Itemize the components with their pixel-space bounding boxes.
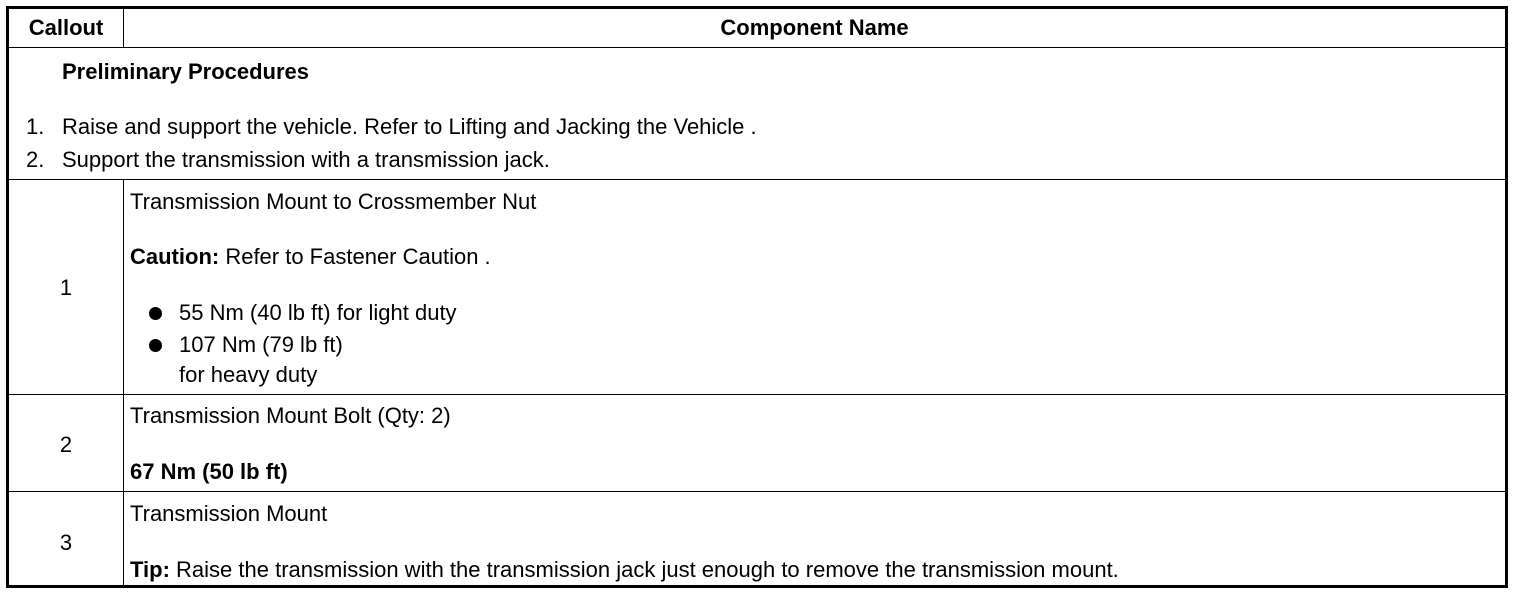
caution-label: Caution: [130, 244, 220, 269]
row-1-torque-heavy: 107 Nm (79 lb ft) [179, 332, 343, 357]
row-3-tip [130, 557, 1119, 583]
procedure-table [6, 6, 1508, 588]
header-component-name: Component Name [720, 15, 909, 40]
tip-label: Tip: [130, 557, 170, 582]
step-1-text: Raise and support the vehicle. Refer to Lifting and Jacking the Vehicle . [62, 114, 757, 139]
row-2-callout: 2 [59, 432, 73, 457]
step-2-text: Support the transmission with a transmission jack. [62, 147, 550, 172]
row-1-caution [130, 244, 491, 270]
row-1-component-name: Transmission Mount to Crossmember Nut [130, 189, 537, 214]
step-2-number: 2. [26, 147, 45, 172]
bullet-icon [149, 307, 162, 320]
row-1-torque-light: 55 Nm (40 lb ft) for light duty [179, 300, 457, 325]
bullet-icon [149, 339, 162, 352]
row-2-torque: 67 Nm (50 lb ft) [130, 459, 288, 484]
preliminary-title: Preliminary Procedures [62, 59, 310, 84]
header-callout: Callout [28, 15, 104, 40]
caution-text: Refer to Fastener Caution . [219, 244, 491, 269]
row-1-torque-heavy-note: for heavy duty [179, 362, 318, 387]
preliminary-divider [9, 179, 1505, 180]
row-3-component-name: Transmission Mount [130, 501, 328, 526]
row-3-callout: 3 [59, 530, 73, 555]
tip-text: Raise the transmission with the transmission jack just enough to remove the transmission mount. [169, 557, 1119, 582]
row2-divider [9, 491, 1505, 492]
row-1-callout: 1 [59, 275, 73, 300]
row-2-component-name: Transmission Mount Bolt (Qty: 2) [130, 403, 451, 428]
step-1-number: 1. [26, 114, 45, 139]
row1-divider [9, 394, 1505, 395]
header-divider [9, 47, 1505, 48]
column-divider-body [123, 179, 124, 585]
